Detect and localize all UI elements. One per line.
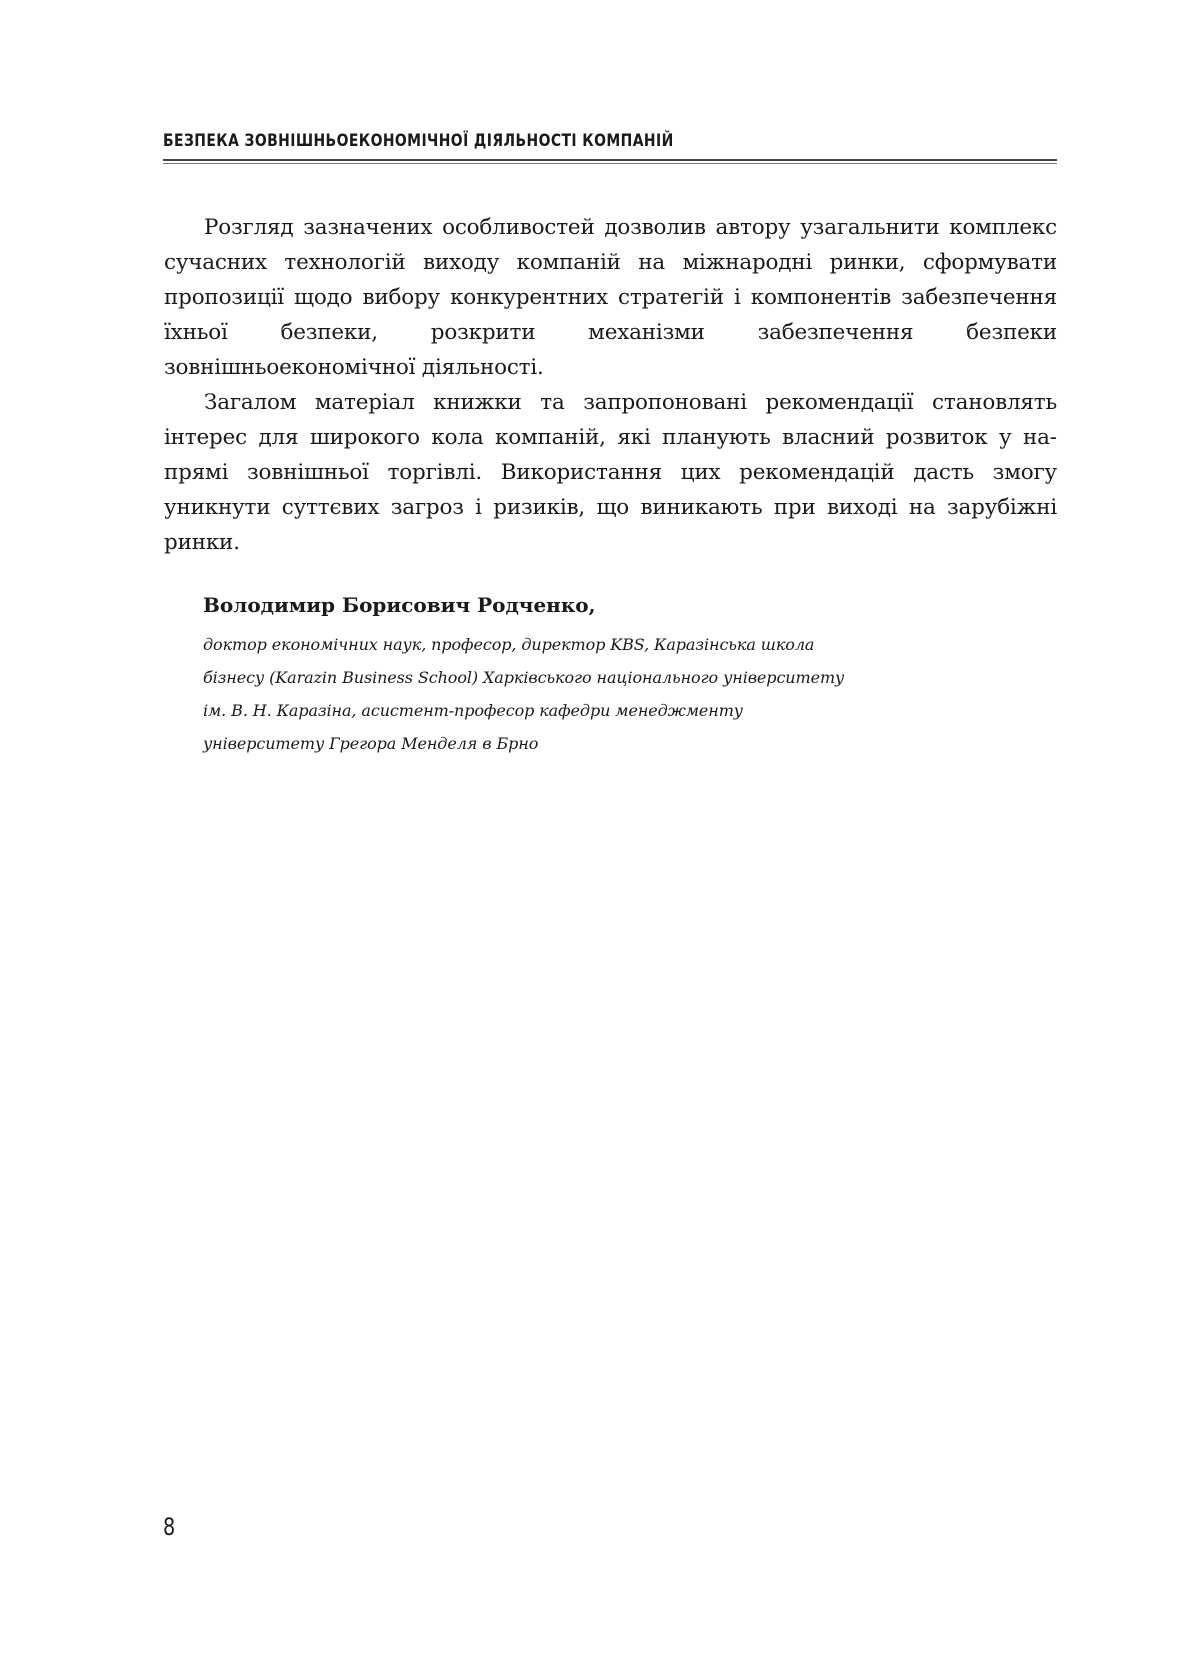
author-affiliation-line: доктор економічних наук, професор, директор KBS, Каразінська школа [203,635,815,654]
running-header [163,130,1057,164]
author-name: Володимир Борисович Родченко, [203,593,596,617]
author-affiliation-line: університету Грегора Менделя в Брно [203,734,539,753]
header-rule-thick [163,159,1057,161]
paragraph: Розгляд зазначених особливостей дозволив автору узагальнити комплекс сучасних технологій виходу компаній на міжнародні ринки, сформувати пропозиції щодо вибору конкурентних стратегій і компонентів забезпечення їхньої безпеки, розкрити механізми забезпечення безпеки зовнішньоекономічної діяльності. [164,215,1057,380]
paragraph: Загалом матеріал книжки та запропоновані рекомендації становлять інтерес для широкого кола компаній, які планують власний розвиток у напрямі зовнішньої торгівлі. Використання цих рекомендацій дасть змогу уникнути суттєвих загроз і ризиків, що виникають при виході на зарубіжні ринки. [164,390,1057,555]
signature-block [203,590,963,760]
running-title: БЕЗПЕКА ЗОВНІШНЬОЕКОНОМІЧНОЇ ДІЯЛЬНОСТІ КОМПАНІЙ [163,131,674,151]
author-affiliation-line: бізнесу (Karazin Business School) Харківського національного університету [203,668,845,687]
body-text [164,210,1057,560]
header-rule-thin [163,163,1057,164]
author-affiliation-line: ім. В. Н. Каразіна, асистент-професор кафедри менеджменту [203,701,743,720]
page-number: 8 [163,1513,176,1541]
